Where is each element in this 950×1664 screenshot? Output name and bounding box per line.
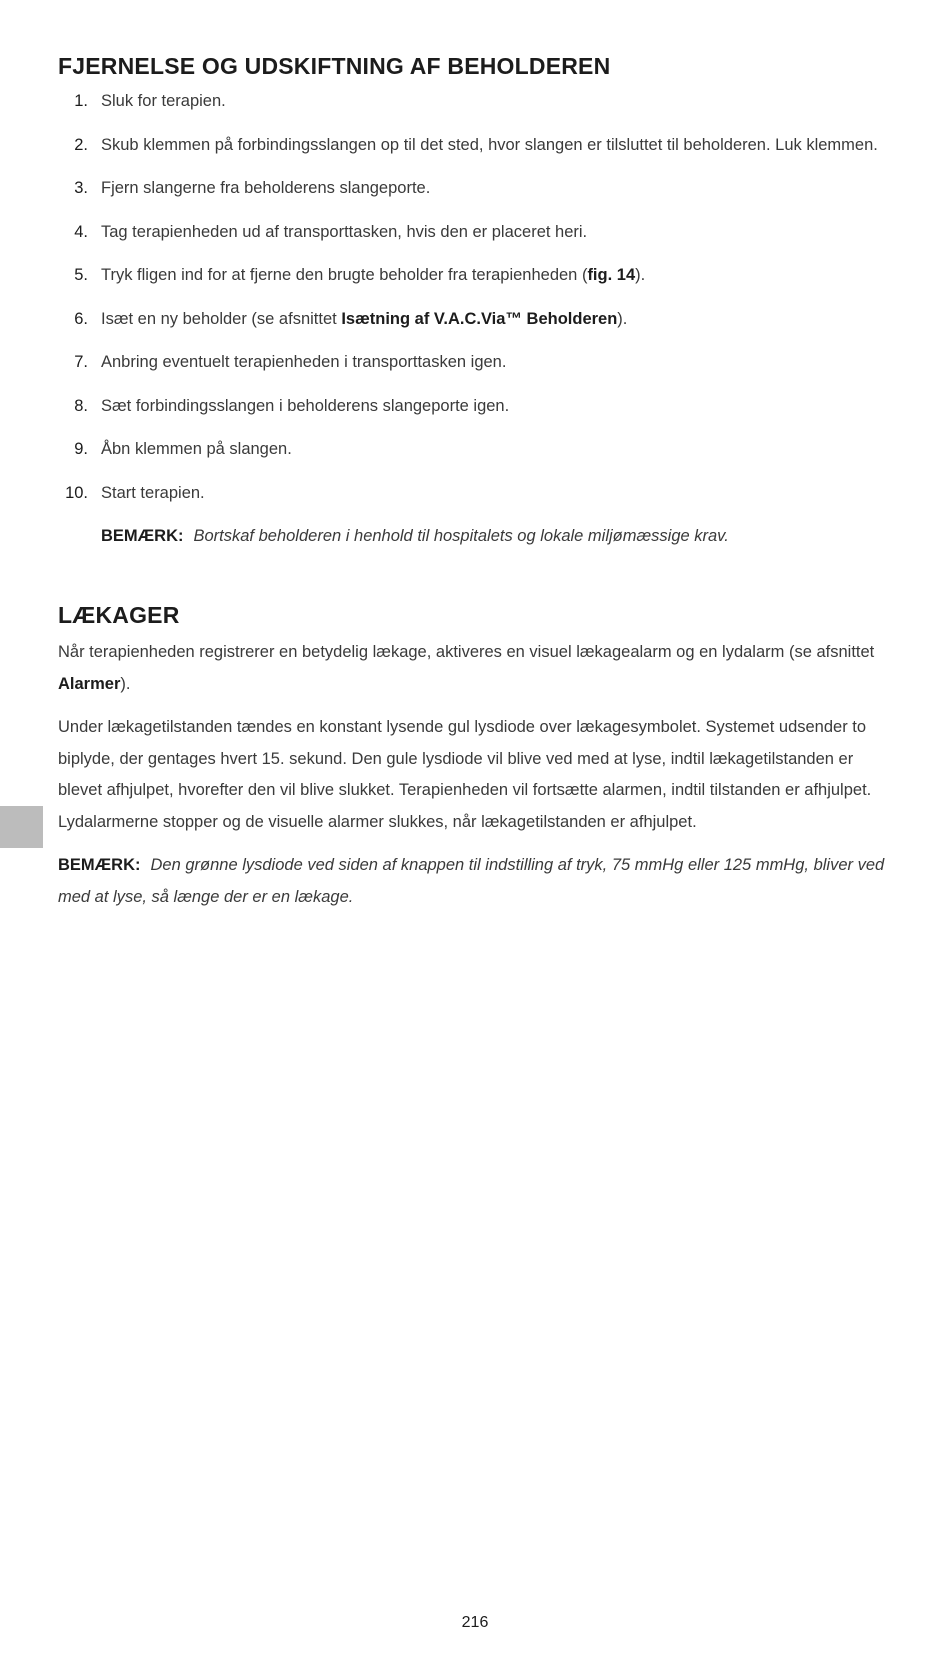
- figure-reference: fig. 14: [587, 266, 636, 284]
- step-text-part: ).: [617, 309, 628, 328]
- list-item: [58, 347, 898, 378]
- section-reference: Isætning af V.A.C.Via™ Beholderen: [341, 309, 618, 328]
- note-text: Bortskaf beholderen i henhold til hospitalets og lokale miljømæssige krav.: [193, 527, 729, 545]
- step-number: 10.: [65, 483, 88, 502]
- step-text: Anbring eventuelt terapienheden i transporttasken igen.: [101, 353, 507, 371]
- paragraph-text: ).: [120, 674, 131, 693]
- step-text: Start terapien.: [101, 483, 205, 502]
- list-item: [58, 130, 898, 161]
- note-green-led: [58, 850, 898, 913]
- list-item: [58, 260, 898, 291]
- step-text: [101, 260, 898, 291]
- chapter-side-tab: [0, 806, 43, 848]
- step-text: Åbn klemmen på slangen.: [101, 440, 292, 458]
- step-number: 8.: [74, 396, 88, 415]
- step-text-part: Isæt en ny beholder (se afsnittet: [101, 309, 342, 328]
- step-number: 5.: [74, 266, 88, 284]
- step-text: Sæt forbindingsslangen i beholderens slangeporte igen.: [101, 396, 510, 415]
- step-text: Tag terapienheden ud af transporttasken, hvis den er placeret heri.: [101, 222, 588, 241]
- step-number: 9.: [74, 440, 88, 458]
- list-item: [58, 304, 898, 335]
- step-number: 7.: [74, 353, 88, 371]
- step-text-part: ).: [635, 266, 646, 284]
- page-number: 216: [461, 1614, 489, 1631]
- section-title-canister: FJERNELSE OG UDSKIFTNING AF BEHOLDEREN: [58, 53, 611, 79]
- paragraph-leak-detection: [58, 637, 898, 700]
- paragraph-text: Når terapienheden registrerer en betydelig lækage, aktiveres en visuel lækagealarm og en lydalarm (se afsnittet: [58, 643, 875, 661]
- step-text: Skub klemmen på forbindingsslangen op til det sted, hvor slangen er tilsluttet til beholderen. Luk klemmen.: [101, 135, 878, 154]
- note-label: BEMÆRK:: [58, 856, 141, 874]
- list-item: [58, 434, 898, 465]
- paragraph-leak-condition: Under lækagetilstanden tændes en konstant lysende gul lysdiode over lækagesymbolet. Systemet udsender to biplyde, der gentages hvert 15. sekund. Den gule lysdiode vil blive ved med at lyse, indtil lækagetilstanden er blevet afhjulpet, hvorefter den vil blive slukket. Terapienheden vil fortsætte alarmen, indtil tilstanden er afhjulpet. Lydalarmerne stopper og de visuelle alarmer slukkes, når lækagetilstanden er afhjulpet.: [58, 718, 872, 831]
- step-number: 2.: [74, 135, 88, 154]
- section-leaks: [58, 599, 898, 913]
- page-content: [58, 50, 898, 913]
- step-text: [101, 304, 898, 335]
- note-label: BEMÆRK:: [101, 527, 184, 545]
- list-item: [58, 217, 898, 248]
- step-text: Sluk for terapien.: [101, 92, 226, 110]
- list-item: [58, 173, 898, 204]
- step-number: 1.: [74, 92, 88, 110]
- step-text: Fjern slangerne fra beholderens slangeporte.: [101, 179, 431, 197]
- steps-list: [58, 86, 898, 509]
- step-number: 6.: [74, 309, 88, 328]
- section-canister-replacement: [58, 50, 898, 552]
- list-item: [58, 391, 898, 422]
- list-item: [58, 86, 898, 117]
- list-item: [58, 478, 898, 509]
- section-reference: Alarmer: [58, 674, 121, 693]
- section-title-leaks: LÆKAGER: [58, 602, 180, 628]
- step-text-part: Tryk fligen ind for at fjerne den brugte beholder fra terapienheden (: [101, 266, 588, 284]
- note-text: Den grønne lysdiode ved siden af knappen til indstilling af tryk, 75 mmHg eller 125 mmHg, bliver ved med at lyse, så længe der er en lækage.: [58, 856, 885, 906]
- step-number: 4.: [74, 222, 88, 241]
- step-number: 3.: [74, 179, 88, 197]
- note-canister-disposal: [101, 521, 898, 552]
